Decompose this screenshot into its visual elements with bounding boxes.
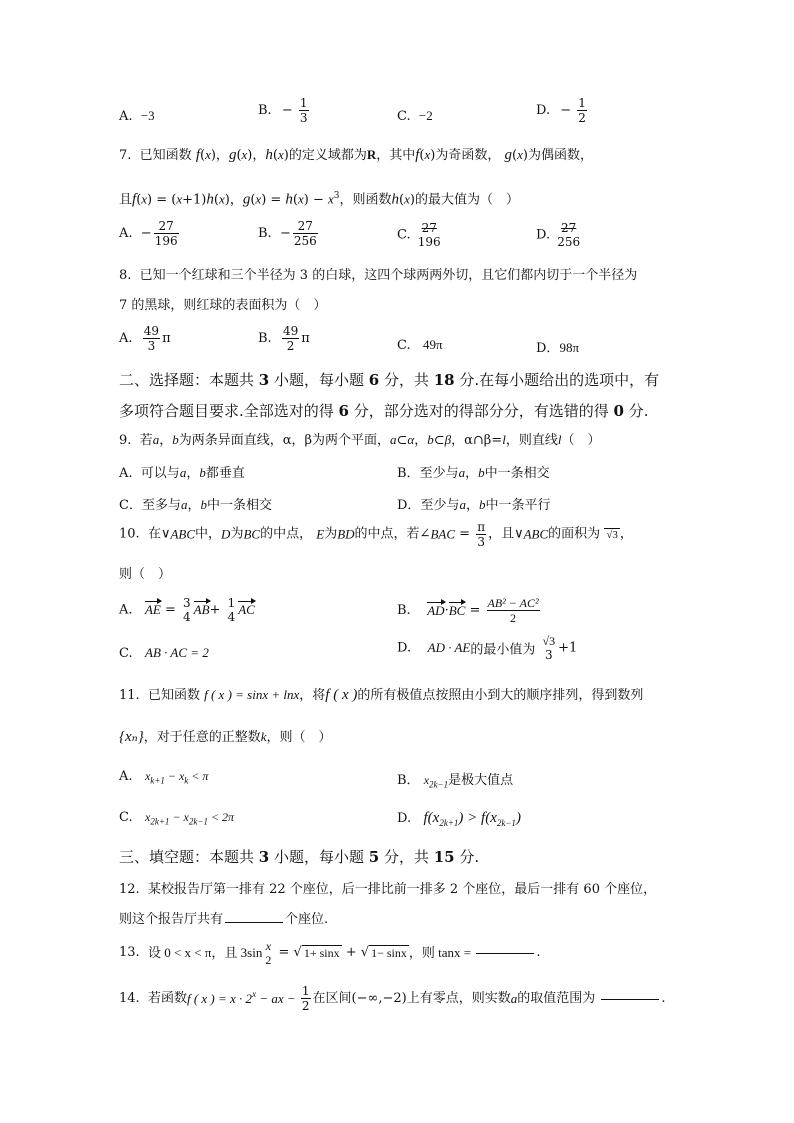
q8-option-a: A. $\frac{49}{3}$ π	[119, 324, 171, 353]
q6-option-b: B. − $\frac{1}{3}$	[258, 96, 308, 125]
q7-option-d: D. 27 256	[536, 221, 581, 249]
q8-option-d: D．98π	[536, 340, 580, 356]
q10-option-a: A. AE = 3 4 AB+ 1 4 AC	[119, 596, 255, 624]
q7-option-a: A. − $\frac{27}{196}$	[119, 219, 178, 248]
q6-option-c: C. −2	[397, 108, 433, 124]
q11-option-c: C. $x_{2k+1} - x_{2k-1} < 2\pi$	[119, 810, 235, 827]
q10-stem-line1: 10. 在∨ABC中，D为BC的中点， E为BD的中点，若∠BAC = $\frac{\pi}{3}$ ，且∨ABC的面积为 √3 ，	[119, 520, 633, 549]
q9-option-d: D．至少与a，b中一条平行	[397, 497, 551, 513]
q8-option-c: C. 49π	[397, 337, 443, 353]
q7-stem-line2: 且f(x) = (x+1)h(x)，$g(x) = h(x) - x^3$，则函数h(x)的最大值为（ ）	[119, 191, 519, 208]
q11-stem-line1: 11. 已知函数 f ( x ) = sinx + lnx，将f ( x )的所有极值点按照由小到大的顺序排列，得到数列	[119, 687, 644, 703]
q12-answer-blank[interactable]	[225, 921, 283, 923]
q11-option-d: D. $f(x_{2k+1}) > f(x_{2k-1})$	[397, 810, 521, 828]
q8-stem-line2: 7 的黑球，则红球的表面积为（ ）	[119, 298, 327, 313]
q6-option-a: A. −3	[119, 108, 155, 124]
q9-option-c: C．至多与a，b中一条相交	[119, 497, 272, 513]
q14-answer-blank[interactable]	[601, 998, 659, 1000]
q13-stem: 13. 设 0 < x < π，且 3sin x 2 = √ 1+ sinx + √ 1− sinx ，则 tanx = .	[119, 939, 541, 967]
q8-option-b: B. $\frac{49}{2}$ π	[258, 324, 310, 353]
q10-option-b: B. AD·BC = $\frac{\text{AB² − AC²}}{2}$	[397, 596, 539, 625]
q10-stem-line2: 则（ ）	[119, 567, 172, 582]
q7-option-c: C. 27 196	[397, 221, 441, 249]
q12-stem-line2: 则这个报告厅共有 个座位.	[119, 912, 329, 927]
section2-instructions: 多项符合题目要求.全部选对的得 6 分，部分选对的得部分分，有选错的得 0 分.	[119, 402, 649, 420]
q13-answer-blank[interactable]	[476, 952, 534, 954]
q10-option-d: D. AD · AE的最小值为 √3 3 +1	[397, 634, 578, 662]
q6-option-d: D. − $\frac{1}{2}$	[536, 96, 586, 125]
q11-stem-line2: {xₙ}，对于任意的正整数k，则（ ）	[119, 729, 332, 745]
q7-option-b: B. − $\frac{27}{256}$	[258, 219, 317, 248]
q11-option-a: A. $x_{k+1} - x_k < \pi$	[119, 769, 209, 786]
q9-option-a: A. 可以与a，b都垂直	[119, 465, 245, 481]
q9-stem: 9. 若a，b为两条异面直线，α，β为两个平面，a⊂α，b⊂β，α∩β=l，则直线l（ ）	[119, 432, 601, 448]
q8-stem-line1: 8. 已知一个红球和三个半径为 3 的白球，这四个球两两外切，且它们都内切于一个半径为	[119, 268, 638, 283]
q9-option-b: B．至少与a，b中一条相交	[397, 465, 550, 481]
section3-title: 三、填空题：本题共 3 小题，每小题 5 分，共 15 分.	[119, 848, 480, 866]
q12-stem-line1: 12. 某校报告厅第一排有 22 个座位，后一排比前一排多 2 个座位，最后一排有 60 个座位，	[119, 882, 657, 897]
q14-stem: 14. 若函数f ( x ) = $x \cdot 2^x$ − ax − $\frac{1}{2}$ 在区间(−∞,−2)上有零点，则实数a的取值范围为 .	[119, 984, 666, 1014]
q7-stem-line1: 7. 已知函数 f(x)，g(x)，h(x)的定义域都为R，其中f(x)为奇函数， g(x)为偶函数，	[119, 147, 593, 163]
q11-option-b: B． $x_{2k-1}$是极大值点	[397, 773, 514, 790]
section2-title: 二、选择题：本题共 3 小题，每小题 6 分，共 18 分.在每小题给出的选项中，有	[119, 371, 660, 389]
q10-option-c: C. AB · AC = 2	[119, 645, 209, 661]
